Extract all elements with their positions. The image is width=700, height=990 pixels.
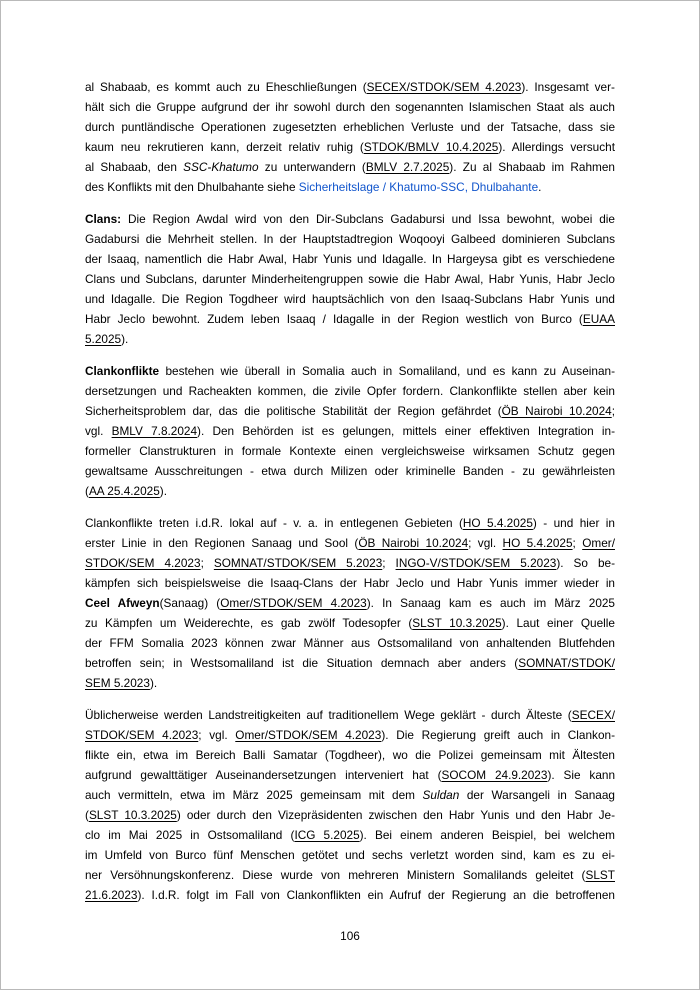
text-segment: gewaltsame Ausschreitungen - etwa durch Milizen oder kriminelle Banden - zu gewährleisten [85, 464, 615, 478]
text-line [85, 137, 615, 157]
text-segment: ). Bei einem anderen Beispiel, bei welchem [359, 828, 615, 842]
text-line [85, 177, 615, 197]
text-segment: ). Zu al Shabaab im Rahmen [449, 160, 615, 174]
text-segment: formeller Clanstrukturen in formale Kontexte einen vergleichsweise wirksamen Schutz gegen [85, 444, 615, 458]
text-segment: ; [611, 404, 615, 418]
text-segment: der Isaaq, namentlich die Habr Awal, Habr Yunis und Idagalle. In Hargeysa gibt es verschiedene [85, 252, 615, 266]
reference-link[interactable]: EUAA [582, 312, 615, 326]
text-segment: ). Den Behörden ist es gelungen, mittels einer effektiven Integration in- [197, 424, 615, 438]
text-line [85, 381, 615, 401]
reference-link[interactable]: Omer/STDOK/SEM 4.2023 [235, 728, 382, 742]
text-line [85, 553, 615, 573]
text-segment: ( [85, 484, 89, 498]
text-segment: ; [200, 556, 214, 570]
text-segment: der Warsangeli in Sanaag [459, 788, 615, 802]
text-segment: betroffen sein; in Westsomaliland ist die Situation demnach aber anders ( [85, 656, 519, 670]
reference-link[interactable]: SOCOM 24.9.2023 [441, 768, 548, 782]
text-line [85, 229, 615, 249]
reference-link[interactable]: STDOK/SEM 4.2023 [85, 728, 199, 742]
text-line [85, 361, 615, 381]
text-segment: Suldan [422, 788, 460, 802]
text-line [85, 613, 615, 633]
text-segment: der FFM Somalia 2023 können zwar Männer aus Ostsomaliland von anhaltenden Blutfehden [85, 636, 615, 650]
text-line [85, 745, 615, 765]
text-segment: Sicherheitsproblem dar, das die politische Stabilität der Region gefährdet ( [85, 404, 502, 418]
text-line [85, 865, 615, 885]
text-segment: im Umfeld von Burco fünf Menschen getötet und sechs verletzt worden sind, kam es zu ei- [85, 848, 615, 862]
text-segment: auch vermitteln, etwa im März 2025 gemeinsam mit dem [85, 788, 423, 802]
reference-link[interactable]: STDOK/BMLV 10.4.2025 [363, 140, 499, 154]
reference-link[interactable]: 5.2025 [85, 332, 122, 346]
text-segment: clo im Mai 2025 in Ostsomaliland ( [85, 828, 295, 842]
text-line [85, 481, 615, 501]
reference-link[interactable]: SLST 10.3.2025 [88, 808, 177, 822]
text-line [85, 513, 615, 533]
text-segment: durch puntländische Operationen zugesetzten erheblichen Verluste und der Tatsache, dass sie [85, 120, 615, 134]
reference-link[interactable]: SLST 10.3.2025 [412, 616, 502, 630]
reference-link[interactable]: Omer/ [582, 536, 615, 550]
page-content [1, 1, 699, 905]
reference-link[interactable]: ÖB Nairobi 10.2024 [358, 536, 469, 550]
text-line [85, 421, 615, 441]
text-segment: kämpfen sich beispielsweise die Isaaq-Clans der Habr Jeclo und Habr Yunis immer wieder in [85, 576, 615, 590]
text-segment: ). In Sanaag kam es auch im März 2025 [366, 596, 615, 610]
paragraph [85, 361, 615, 501]
page-number: 106 [340, 929, 360, 943]
text-segment: SSC-Khatumo [183, 160, 259, 174]
text-segment: ner Versöhnungskonferenz. Diese wurde von mehreren Ministern Somalilands geleitet ( [85, 868, 586, 882]
text-segment: (Sanaag) ( [159, 596, 221, 610]
text-segment: ; vgl. [468, 536, 503, 550]
text-line [85, 209, 615, 229]
text-line [85, 593, 615, 613]
text-segment: ). [159, 484, 168, 498]
text-segment: Clankonflikte [85, 364, 160, 378]
text-segment: Die Region Awdal wird von den Dir-Subclans Gadabursi und Issa bewohnt, wobei die [121, 212, 615, 226]
text-line [85, 401, 615, 421]
reference-link[interactable]: HO 5.4.2025 [462, 516, 533, 530]
text-segment: ). I.d.R. folgt im Fall von Clankonflikten ein Aufruf der Regierung an die betroffenen [137, 888, 615, 902]
reference-link[interactable]: AA 25.4.2025 [88, 484, 160, 498]
text-segment: ) oder durch den Vizepräsidenten zwischen den Habr Yunis und den Habr Je- [176, 808, 615, 822]
reference-link[interactable]: ÖB Nairobi 10.2024 [501, 404, 612, 418]
text-line [85, 289, 615, 309]
text-segment: ). [121, 332, 129, 346]
text-segment: . [538, 180, 542, 194]
text-segment: und Idagalle. Die Region Togdheer wird hauptsächlich von den Isaaq-Subclans Habr Yunis und [85, 292, 615, 306]
text-line [85, 673, 615, 693]
reference-link[interactable]: SOMNAT/STDOK/ [518, 656, 615, 670]
text-segment: ). Sie kann [547, 768, 615, 782]
text-segment: ) - und hier in [532, 516, 615, 530]
text-segment: ; vgl. [198, 728, 236, 742]
reference-link[interactable]: SOMNAT/STDOK/SEM 5.2023 [213, 556, 383, 570]
text-line [85, 785, 615, 805]
text-line [85, 461, 615, 481]
text-segment: ). Insgesamt ver- [521, 80, 615, 94]
text-segment: ; [572, 536, 583, 550]
reference-link[interactable]: HO 5.4.2025 [502, 536, 573, 550]
reference-link[interactable]: INGO-V/STDOK/SEM 5.2023 [395, 556, 557, 570]
page-footer [1, 929, 699, 943]
text-segment: al Shabaab, es kommt auch zu Eheschließungen ( [85, 80, 367, 94]
text-segment: ). [149, 676, 158, 690]
text-segment: hält sich die Gruppe aufgrund der ihr sowohl durch den sogenannten Islamischen Staat als auch [85, 100, 615, 114]
text-segment: flikte ein, etwa im Bereich Balli Samatar (Togdheer), wo die Polizei gemeinsam mit Ältesten [85, 748, 615, 762]
text-line [85, 845, 615, 865]
text-line [85, 249, 615, 269]
text-line [85, 117, 615, 137]
reference-link[interactable]: 21.6.2023 [85, 888, 138, 902]
text-segment: des Konflikts mit den Dhulbahante siehe [85, 180, 299, 194]
text-segment: erster Linie in den Regionen Sanaag und Sool ( [85, 536, 359, 550]
text-segment: kaum neu rekrutieren kann, derzeit relativ ruhig ( [85, 140, 364, 154]
text-line [85, 725, 615, 745]
reference-link[interactable]: SLST [585, 868, 615, 882]
text-line [85, 97, 615, 117]
text-line [85, 77, 615, 97]
reference-link[interactable]: SEM 5.2023 [85, 676, 150, 690]
text-segment: Habr Jeclo bewohnt. Zudem leben Isaaq / Idagalle in der Region westlich von Burco ( [85, 312, 583, 326]
text-line [85, 825, 615, 845]
internal-link[interactable]: Sicherheitslage / Khatumo-SSC, Dhulbahante [298, 180, 539, 194]
paragraph [85, 209, 615, 349]
text-segment: vgl. [85, 424, 112, 438]
text-segment: ( [85, 808, 89, 822]
paragraph [85, 705, 615, 905]
reference-link[interactable]: SECEX/ [571, 708, 615, 722]
text-segment: Gadabursi die Mehrheit stellen. In der Hauptstadtregion Woqooyi Galbeed dominieren Subclans [85, 232, 615, 246]
text-line [85, 805, 615, 825]
reference-link[interactable]: ICG 5.2025 [294, 828, 360, 842]
text-line [85, 573, 615, 593]
text-segment: ). Allerdings versucht [498, 140, 615, 154]
text-segment: Clans: [85, 212, 122, 226]
text-segment: ). So be- [556, 556, 615, 570]
text-line [85, 653, 615, 673]
text-line [85, 441, 615, 461]
text-line [85, 269, 615, 289]
text-segment: zu Kämpfen um Weiderechte, es gab zwölf Todesopfer ( [85, 616, 413, 630]
paragraph [85, 77, 615, 197]
text-segment: bestehen wie überall in Somalia auch in Somaliland, und es kann zu Auseinan- [159, 364, 615, 378]
reference-link[interactable]: SECEX/STDOK/SEM 4.2023 [366, 80, 522, 94]
text-line [85, 765, 615, 785]
reference-link[interactable]: Omer/STDOK/SEM 4.2023 [220, 596, 367, 610]
text-segment: al Shabaab, den [85, 160, 184, 174]
paragraph [85, 513, 615, 693]
text-line [85, 705, 615, 725]
text-line [85, 157, 615, 177]
text-segment: ; [382, 556, 396, 570]
text-segment: Ceel Afweyn [85, 596, 160, 610]
text-segment: aufgrund gewalttätiger Auseinandersetzungen interveniert hat ( [85, 768, 442, 782]
text-segment: Üblicherweise werden Landstreitigkeiten auf traditionellem Wege geklärt - durch Älteste ( [85, 708, 572, 722]
reference-link[interactable]: BMLV 7.8.2024 [111, 424, 198, 438]
reference-link[interactable]: STDOK/SEM 4.2023 [85, 556, 201, 570]
text-line [85, 885, 615, 905]
text-line [85, 633, 615, 653]
text-line [85, 309, 615, 329]
text-segment: Clankonflikte treten i.d.R. lokal auf - v. a. in entlegenen Gebieten ( [85, 516, 463, 530]
text-segment: ). Die Regierung greift auch in Clankon- [381, 728, 615, 742]
text-segment: ). Laut einer Quelle [501, 616, 615, 630]
text-segment: zu unterwandern ( [258, 160, 366, 174]
text-line [85, 329, 615, 349]
text-line [85, 533, 615, 553]
reference-link[interactable]: BMLV 2.7.2025 [365, 160, 450, 174]
text-segment: Clans und Subclans, darunter Minderheitengruppen sowie die Habr Awal, Habr Yunis, Habr Jeclo [85, 272, 615, 286]
text-segment: dersetzungen und Racheakten kommen, die zivile Opfer fordern. Clankonflikte stellen aber kein [85, 384, 615, 398]
